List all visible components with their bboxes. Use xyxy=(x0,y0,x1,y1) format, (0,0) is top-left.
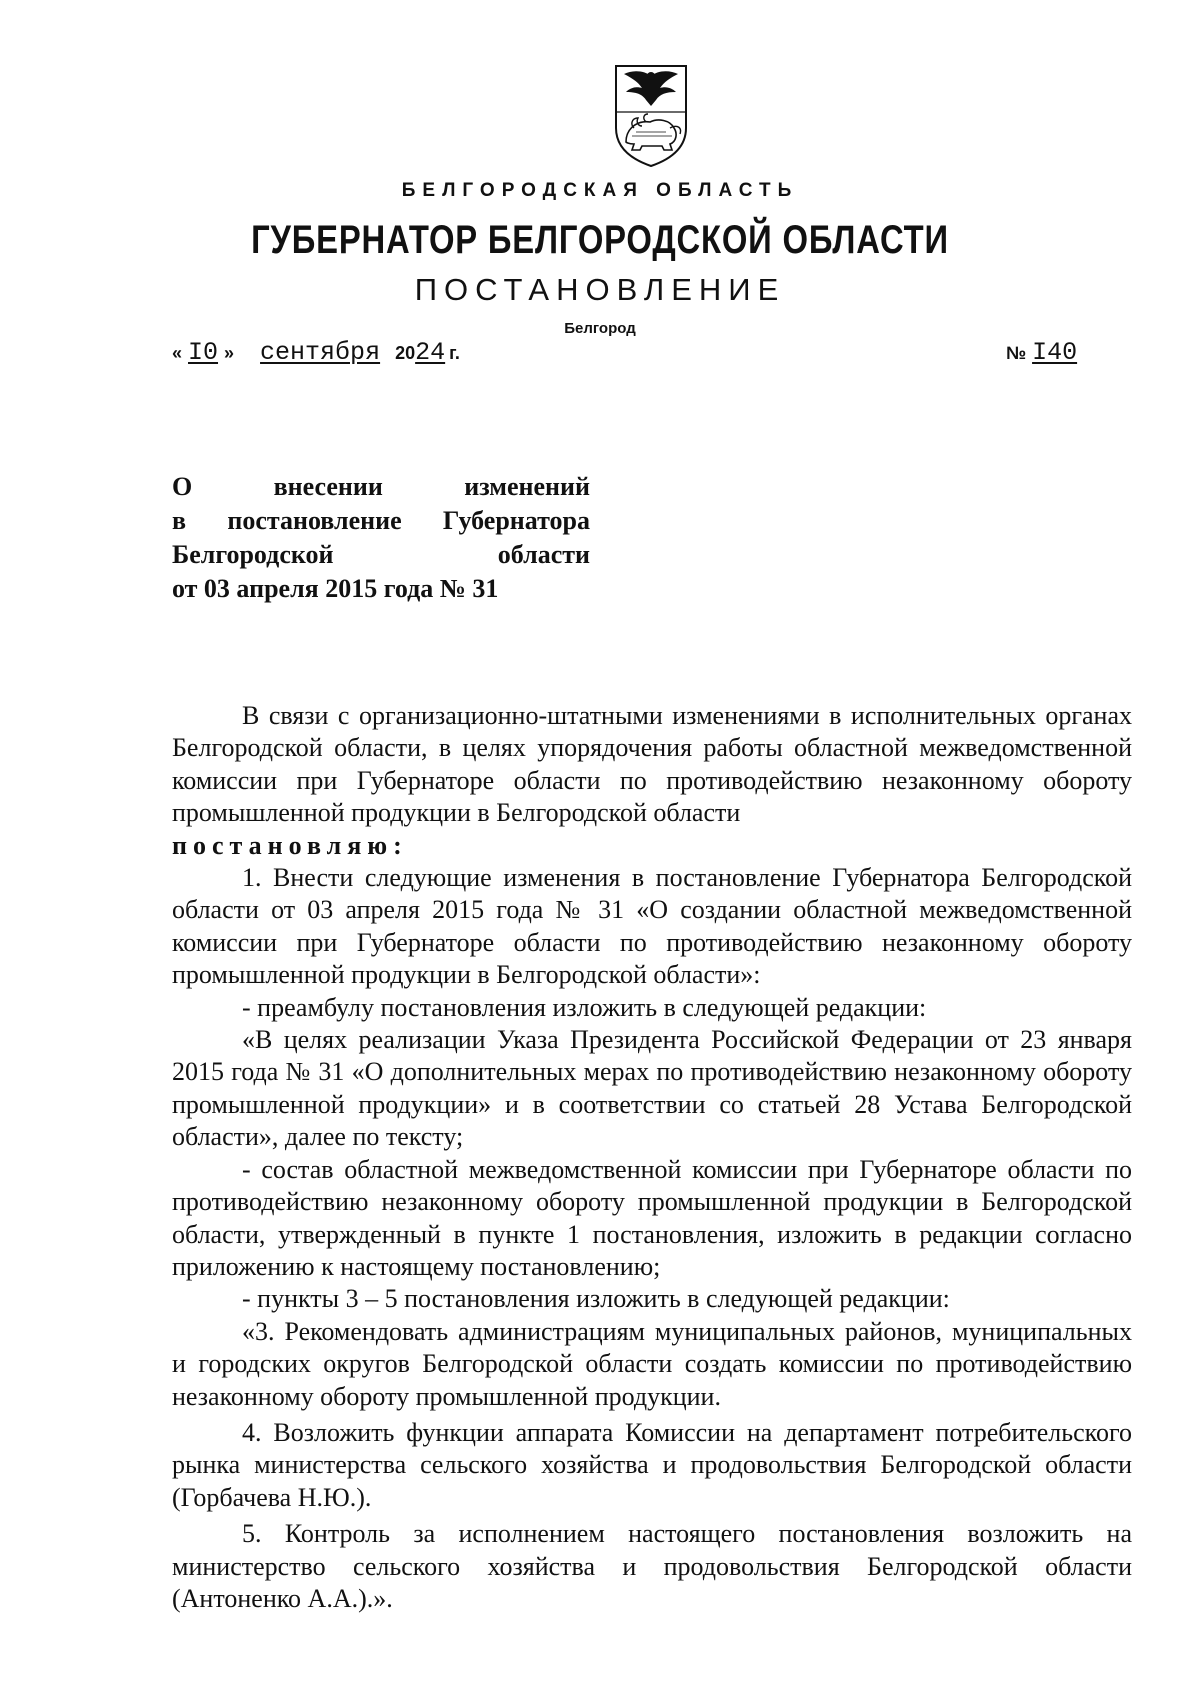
item-1b-paragraph: - состав областной межведомственной комиссии при Губернаторе области по противодействию незаконному обороту промышленной продукции в Белгородской области, утвержденный в пункте 1 постановления, изложить в редакции согласно приложению к настоящему постановлению; xyxy=(172,1154,1132,1281)
coat-of-arms-icon xyxy=(612,62,690,168)
date-day: I0 xyxy=(188,338,219,367)
date-open-quote: « xyxy=(172,343,183,363)
subject-line: в постановление Губернатора xyxy=(172,506,590,535)
issuer-title: ГУБЕРНАТОР БЕЛГОРОДСКОЙ ОБЛАСТИ xyxy=(251,218,949,262)
number-label: № xyxy=(1006,343,1027,363)
subject-line: О внесении изменений xyxy=(172,472,590,501)
item-1a-text-paragraph: «В целях реализации Указа Президента Российской Федерации от 23 января 2015 года № 31 «О дополнительных мерах по противодействию незаконному обороту промышленной продукции» и в соответствии со статьей 28 Устава Белгородской области», далее по тексту; xyxy=(172,1025,1132,1152)
item-4-paragraph: 4. Возложить функции аппарата Комиссии на департамент потребительского рынка министерства сельского хозяйства и продовольствия Белгородской области (Горбачева Н.Ю.). xyxy=(172,1417,1132,1512)
item-1-paragraph: 1. Внести следующие изменения в постановление Губернатора Белгородской области от 03 апреля 2015 года № 31 «О создании областной межведомственной комиссии при Губернаторе области по противодействию незаконному обороту промышленной продукции в Белгородской области»: xyxy=(172,863,1132,990)
date-year-mark: г. xyxy=(449,343,460,363)
item-5-paragraph: 5. Контроль за исполнением настоящего постановления возложить на министерство сельского хозяйства и продовольствия Белгородской области (Антоненко А.А.).». xyxy=(172,1519,1132,1613)
document-subject xyxy=(172,470,590,606)
number-value: I40 xyxy=(1032,338,1078,367)
date-year-prefix: 20 xyxy=(395,343,416,363)
item-1c-paragraph: - пункты 3 – 5 постановления изложить в следующей редакции: xyxy=(242,1284,950,1314)
decree-word: постановляю: xyxy=(172,830,408,860)
document-date xyxy=(172,338,460,367)
document-body xyxy=(172,700,1132,1615)
preamble-paragraph: В связи с организационно-штатными изменениями в исполнительных органах Белгородской области, в целях упорядочения работы областной межведомственной комиссии при Губернаторе области по противодействию незаконному обороту промышленной продукции в Белгородской области xyxy=(172,701,1132,828)
date-year-suffix: 24 xyxy=(415,338,446,367)
date-month: сентября xyxy=(260,338,381,367)
date-close-quote: » xyxy=(224,343,235,363)
item-1a-paragraph: - преамбулу постановления изложить в следующей редакции: xyxy=(242,992,927,1022)
subject-line: Белгородской области xyxy=(172,540,590,569)
subject-line: от 03 апреля 2015 года № 31 xyxy=(172,574,499,603)
document-number xyxy=(1006,338,1111,367)
region-name: БЕЛГОРОДСКАЯ ОБЛАСТЬ xyxy=(401,180,799,201)
city-name: Белгород xyxy=(564,320,636,337)
document-type: ПОСТАНОВЛЕНИЕ xyxy=(414,272,786,307)
item-3-paragraph: «3. Рекомендовать администрациям муниципальных районов, муниципальных и городских округов Белгородской области создать комиссии по противодействию незаконному обороту промышленной продукции. xyxy=(172,1316,1132,1411)
